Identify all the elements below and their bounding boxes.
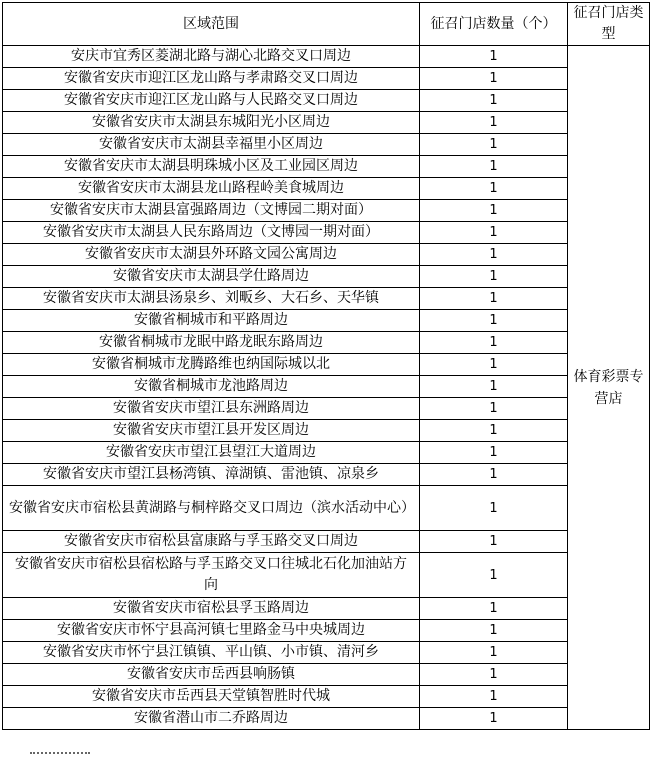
table-row (3, 46, 650, 68)
area-cell: 安徽省桐城市龙腾路维也纳国际城以北 (3, 354, 420, 376)
table-row (3, 464, 650, 486)
count-cell: 1 (420, 598, 568, 620)
count-cell: 1 (420, 266, 568, 288)
table-row (3, 553, 650, 598)
count-cell: 1 (420, 200, 568, 222)
count-cell: 1 (420, 244, 568, 266)
table-row (3, 178, 650, 200)
table-row (3, 686, 650, 708)
count-cell: 1 (420, 46, 568, 68)
table-row (3, 134, 650, 156)
area-cell: 安徽省安庆市宿松县孚玉路周边 (3, 598, 420, 620)
table-row (3, 598, 650, 620)
area-cell: 安徽省安庆市太湖县东城阳光小区周边 (3, 112, 420, 134)
count-cell: 1 (420, 310, 568, 332)
area-cell: 安徽省桐城市龙池路周边 (3, 376, 420, 398)
table-row (3, 112, 650, 134)
count-cell: 1 (420, 664, 568, 686)
area-cell: 安徽省安庆市望江县杨湾镇、漳湖镇、雷池镇、凉泉乡 (3, 464, 420, 486)
table-row (3, 200, 650, 222)
table-row (3, 244, 650, 266)
count-cell: 1 (420, 134, 568, 156)
header-row (3, 3, 650, 46)
count-cell: 1 (420, 112, 568, 134)
area-cell: 安徽省安庆市望江县开发区周边 (3, 420, 420, 442)
table-row (3, 332, 650, 354)
area-cell: 安徽省安庆市太湖县人民东路周边（文博园一期对面） (3, 222, 420, 244)
area-cell: 安徽省安庆市怀宁县高河镇七里路金马中央城周边 (3, 620, 420, 642)
area-cell: 安徽省安庆市望江县东洲路周边 (3, 398, 420, 420)
count-cell: 1 (420, 288, 568, 310)
table-row (3, 376, 650, 398)
count-cell: 1 (420, 178, 568, 200)
area-cell: 安徽省安庆市太湖县学仕路周边 (3, 266, 420, 288)
count-cell: 1 (420, 68, 568, 90)
table-row (3, 266, 650, 288)
table-row (3, 156, 650, 178)
area-cell: 安徽省安庆市太湖县汤泉乡、刘畈乡、大石乡、天华镇 (3, 288, 420, 310)
area-cell: 安徽省潜山市二乔路周边 (3, 708, 420, 730)
table-row (3, 68, 650, 90)
count-cell: 1 (420, 486, 568, 531)
count-cell: 1 (420, 531, 568, 553)
count-cell: 1 (420, 464, 568, 486)
area-cell: 安徽省安庆市望江县望江大道周边 (3, 442, 420, 464)
table-row (3, 288, 650, 310)
area-cell: 安徽省安庆市宿松县宿松路与孚玉路交叉口往城北石化加油站方向 (3, 553, 420, 598)
table-row (3, 310, 650, 332)
count-cell: 1 (420, 642, 568, 664)
table-row (3, 90, 650, 112)
count-cell: 1 (420, 90, 568, 112)
area-cell: 安徽省安庆市太湖县外环路文园公寓周边 (3, 244, 420, 266)
count-cell: 1 (420, 553, 568, 598)
table-row (3, 398, 650, 420)
table-row (3, 664, 650, 686)
area-cell: 安徽省桐城市龙眠中路龙眠东路周边 (3, 332, 420, 354)
area-cell: 安庆市宜秀区菱湖北路与湖心北路交叉口周边 (3, 46, 420, 68)
store-type-cell: 体育彩票专营店 (568, 46, 650, 730)
count-cell: 1 (420, 442, 568, 464)
table-row (3, 642, 650, 664)
count-cell: 1 (420, 420, 568, 442)
table-row (3, 354, 650, 376)
page-bottom-fragment (30, 752, 110, 758)
area-cell: 安徽省安庆市宿松县黄湖路与桐梓路交叉口周边（滨水活动中心） (3, 486, 420, 531)
area-cell: 安徽省安庆市宿松县富康路与孚玉路交叉口周边 (3, 531, 420, 553)
area-cell: 安徽省安庆市迎江区龙山路与孝肃路交叉口周边 (3, 68, 420, 90)
count-cell: 1 (420, 398, 568, 420)
count-cell: 1 (420, 222, 568, 244)
count-cell: 1 (420, 376, 568, 398)
count-cell: 1 (420, 354, 568, 376)
header-area: 区域范围 (3, 3, 420, 46)
area-cell: 安徽省安庆市太湖县幸福里小区周边 (3, 134, 420, 156)
header-count: 征召门店数量（个） (420, 3, 568, 46)
table-row (3, 420, 650, 442)
count-cell: 1 (420, 708, 568, 730)
count-cell: 1 (420, 332, 568, 354)
store-recruitment-table (2, 2, 650, 730)
area-cell: 安徽省安庆市迎江区龙山路与人民路交叉口周边 (3, 90, 420, 112)
table-row (3, 531, 650, 553)
table-row (3, 708, 650, 730)
area-cell: 安徽省安庆市太湖县富强路周边（文博园二期对面） (3, 200, 420, 222)
area-cell: 安徽省桐城市和平路周边 (3, 310, 420, 332)
count-cell: 1 (420, 686, 568, 708)
area-cell: 安徽省安庆市岳西县响肠镇 (3, 664, 420, 686)
table-row (3, 620, 650, 642)
count-cell: 1 (420, 156, 568, 178)
area-cell: 安徽省安庆市怀宁县江镇镇、平山镇、小市镇、清河乡 (3, 642, 420, 664)
table-row (3, 222, 650, 244)
table-row (3, 442, 650, 464)
area-cell: 安徽省安庆市岳西县天堂镇智胜时代城 (3, 686, 420, 708)
count-cell: 1 (420, 620, 568, 642)
table-row (3, 486, 650, 531)
area-cell: 安徽省安庆市太湖县明珠城小区及工业园区周边 (3, 156, 420, 178)
area-cell: 安徽省安庆市太湖县龙山路程岭美食城周边 (3, 178, 420, 200)
header-type: 征召门店类型 (568, 3, 650, 46)
